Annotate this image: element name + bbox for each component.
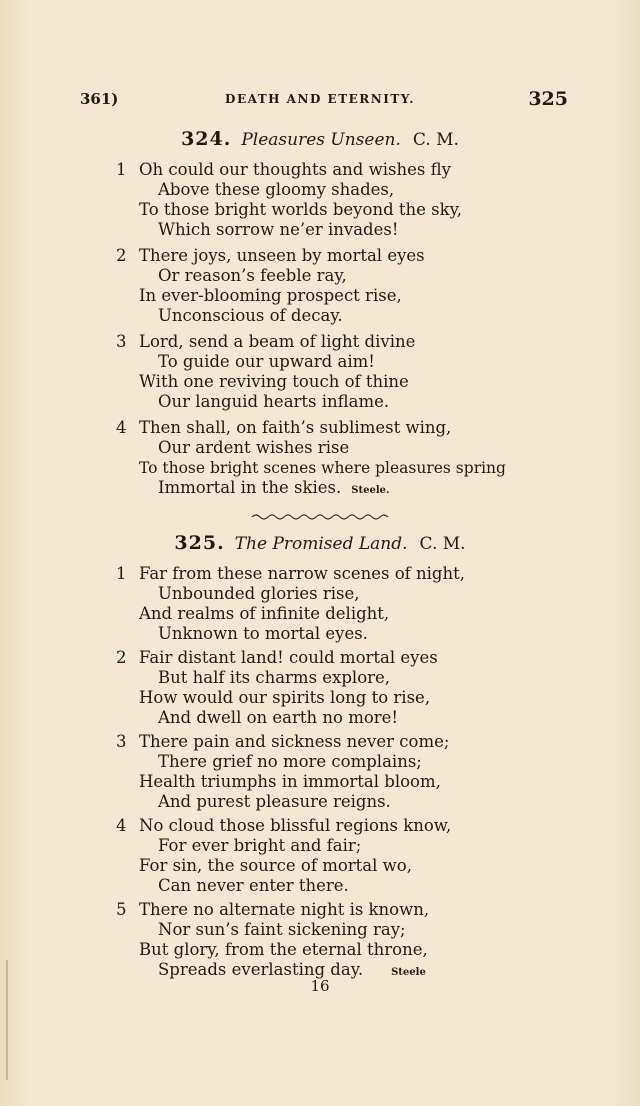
verse-line: But glory, from the eternal throne, (139, 940, 428, 959)
verse-line: To those bright scenes where pleasures spring (139, 459, 506, 477)
verse-line: Unconscious of decay. (158, 306, 343, 325)
hymn-name: The Promised Land. (234, 534, 408, 554)
verse-line: And purest pleasure reigns. (158, 792, 391, 811)
verse-line: Health triumphs in immortal bloom, (139, 772, 441, 791)
verse-line: And dwell on earth no more! (158, 708, 399, 727)
verse-line: With one reviving touch of thine (139, 372, 409, 391)
verse-line: But half its charms explore, (158, 668, 391, 687)
verse-line: There pain and sickness never come; (139, 732, 450, 751)
verse-line: Can never enter there. (158, 876, 349, 895)
hymn-number: 324. (181, 128, 232, 150)
verse-line: For ever bright and fair; (158, 836, 362, 855)
header-section-title: DEATH AND ETERNITY. (225, 92, 415, 106)
verse-line: Lord, send a beam of light divine (139, 332, 416, 351)
verse-number: 3 (116, 732, 127, 751)
verse-line: Unbounded glories rise, (158, 584, 360, 603)
verse-line: Our languid hearts inflame. (158, 392, 390, 411)
verse-number: 3 (116, 332, 127, 351)
author-attribution: Steele (391, 967, 426, 978)
verse-line: No cloud those blissful regions know, (139, 816, 452, 835)
hymn-title-324 (0, 128, 640, 150)
verse-line: Unknown to mortal eyes. (158, 624, 368, 643)
verse-line: Or reason’s feeble ray, (158, 266, 347, 285)
verse-line: Nor sun’s faint sickening ray; (158, 920, 406, 939)
verse-line: To those bright worlds beyond the sky, (139, 200, 462, 219)
hymn-number: 325. (174, 532, 225, 554)
verse-line: Which sorrow ne’er invades! (158, 220, 399, 239)
verse-number: 1 (116, 564, 127, 583)
verse-number: 5 (116, 900, 127, 919)
page-edge-mark (6, 960, 8, 1080)
verse-line: There grief no more complains; (158, 752, 422, 771)
page-number: 325 (528, 88, 568, 110)
hymn-meter: C. M. (412, 130, 459, 150)
verse-line: In ever-blooming prospect rise, (139, 286, 402, 305)
verse-number: 4 (116, 418, 127, 437)
verse-line: How would our spirits long to rise, (139, 688, 431, 707)
verse-number: 2 (116, 648, 127, 667)
verse-line: Then shall, on faith’s sublimest wing, (139, 418, 452, 437)
signature-mark: 16 (310, 977, 330, 995)
verse-line: Far from these narrow scenes of night, (139, 564, 465, 583)
verse-line: And realms of infinite delight, (139, 604, 390, 623)
verse-line: Our ardent wishes rise (158, 438, 350, 457)
verse-number: 1 (116, 160, 127, 179)
verse-line: Above these gloomy shades, (158, 180, 395, 199)
verse-line: There joys, unseen by mortal eyes (139, 246, 425, 265)
verse-line: Fair distant land! could mortal eyes (139, 648, 438, 667)
verse-number: 2 (116, 246, 127, 265)
verse-line: There no alternate night is known, (139, 900, 430, 919)
verse-line: For sin, the source of mortal wo, (139, 856, 412, 875)
hymn-name: Pleasures Unseen. (241, 130, 401, 150)
author-attribution: Steele. (351, 485, 390, 496)
running-header (0, 88, 640, 112)
ornamental-divider (250, 512, 390, 522)
verse-line-text: Spreads everlasting day. (158, 960, 364, 979)
verse-line: Oh could our thoughts and wishes fly (139, 160, 451, 179)
verse-line-text: Immortal in the skies. (158, 478, 342, 497)
verse-line: To guide our upward aim! (158, 352, 375, 371)
verse-number: 4 (116, 816, 127, 835)
hymn-meter: C. M. (419, 534, 466, 554)
header-left-reference: 361) (80, 90, 119, 108)
verse-line (158, 478, 389, 501)
hymn-title-325 (0, 532, 640, 554)
